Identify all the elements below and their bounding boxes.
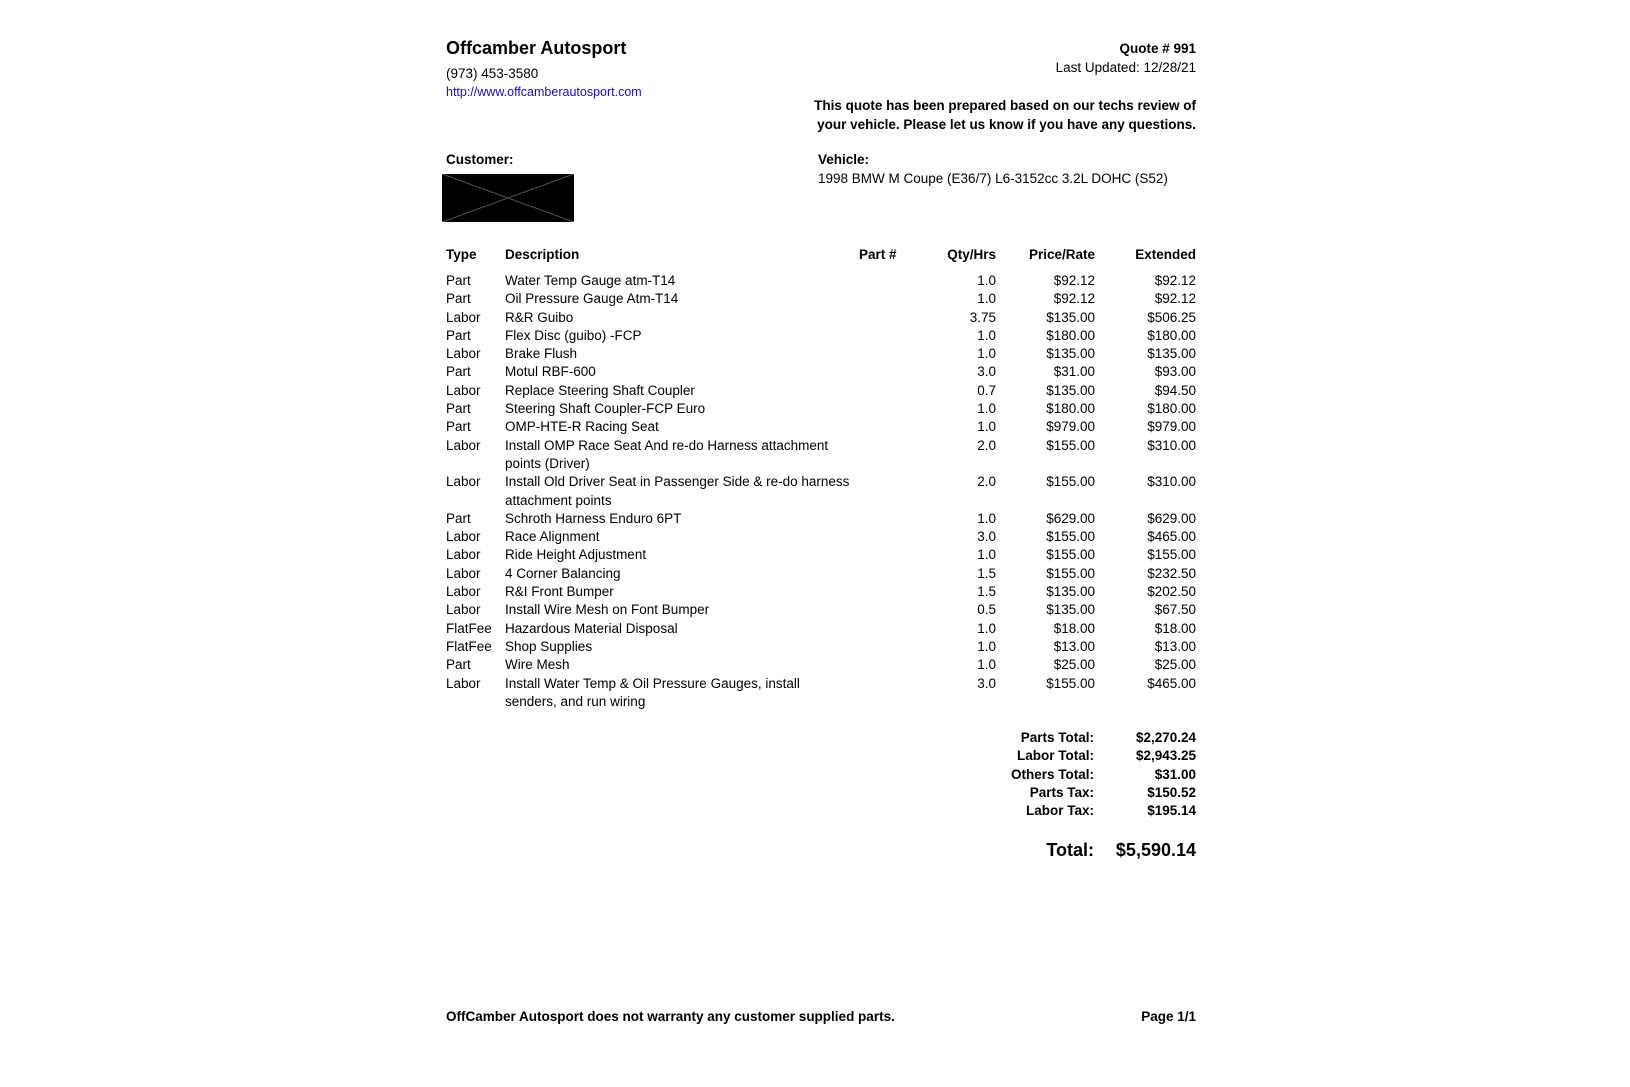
- row-qty: 0.5: [977, 602, 996, 618]
- table-row: [446, 272, 1196, 290]
- table-row: [446, 546, 1196, 564]
- last-updated: Last Updated: 12/28/21: [1055, 60, 1196, 75]
- row-qty: 1.5: [977, 584, 996, 600]
- row-description: Race Alignment: [505, 529, 600, 545]
- row-type: Labor: [446, 309, 481, 325]
- row-extended: $67.50: [1154, 602, 1196, 618]
- totals-block: [896, 730, 1196, 821]
- row-extended: $232.50: [1147, 565, 1196, 581]
- row-extended: $92.12: [1154, 291, 1196, 307]
- row-extended: $506.25: [1147, 309, 1196, 325]
- total-row: [896, 730, 1196, 748]
- row-qty: 1.0: [977, 620, 996, 636]
- total-value: $2,943.25: [1135, 748, 1196, 764]
- row-price: $135.00: [1046, 346, 1095, 362]
- row-type: FlatFee: [446, 620, 492, 636]
- header-price: Price/Rate: [1028, 247, 1095, 262]
- line-items: [446, 272, 1196, 711]
- customer-label: Customer:: [446, 152, 514, 167]
- row-extended: $25.00: [1154, 657, 1196, 673]
- quote-number: Quote # 991: [1119, 41, 1196, 56]
- intro-note: This quote has been prepared based on our techs review of your vehicle. Please let us know if you have any questions.: [814, 98, 1196, 132]
- total-value: $31.00: [1154, 766, 1196, 782]
- row-extended: $93.00: [1154, 364, 1196, 380]
- row-qty: 1.0: [977, 291, 996, 307]
- table-row: [446, 345, 1196, 363]
- table-row: [446, 400, 1196, 418]
- row-price: $155.00: [1046, 437, 1095, 453]
- row-qty: 2.0: [977, 437, 996, 453]
- header-extended: Extended: [1135, 247, 1196, 262]
- row-qty: 3.75: [969, 309, 996, 325]
- row-qty: 1.0: [977, 510, 996, 526]
- row-description: Motul RBF-600: [505, 364, 596, 380]
- row-qty: 1.0: [977, 547, 996, 563]
- row-type: Part: [446, 327, 471, 343]
- row-price: $979.00: [1046, 419, 1095, 435]
- total-row: [896, 767, 1196, 785]
- row-description: Install Old Driver Seat in Passenger Side & re-do harness attachment points: [505, 474, 850, 508]
- row-price: $135.00: [1046, 309, 1095, 325]
- row-price: $155.00: [1046, 565, 1095, 581]
- row-price: $92.12: [1053, 291, 1095, 307]
- shop-name: Offcamber Autosport: [446, 38, 627, 58]
- row-type: Part: [446, 401, 471, 417]
- row-description: Hazardous Material Disposal: [505, 620, 678, 636]
- row-extended: $135.00: [1147, 346, 1196, 362]
- row-price: $135.00: [1046, 584, 1095, 600]
- row-extended: $18.00: [1154, 620, 1196, 636]
- row-description: Shop Supplies: [505, 638, 593, 654]
- redacted-customer-image: [442, 174, 574, 222]
- row-type: Part: [446, 364, 471, 380]
- total-row: [896, 785, 1196, 803]
- footer-disclaimer: OffCamber Autosport does not warranty any customer supplied parts.: [446, 1009, 895, 1024]
- row-type: Part: [446, 657, 471, 673]
- row-qty: 2.0: [977, 474, 996, 490]
- table-row: [446, 418, 1196, 436]
- shop-phone: (973) 453-3580: [446, 66, 539, 81]
- row-description: Oil Pressure Gauge Atm-T14: [505, 291, 679, 307]
- row-price: $155.00: [1046, 547, 1095, 563]
- row-description: Install OMP Race Seat And re-do Harness attachment points (Driver): [505, 437, 829, 471]
- header-type: Type: [446, 247, 477, 262]
- total-value: $2,270.24: [1135, 730, 1196, 745]
- row-type: FlatFee: [446, 638, 492, 654]
- row-type: Labor: [446, 547, 481, 563]
- table-row: [446, 510, 1196, 528]
- row-extended: $94.50: [1154, 382, 1196, 398]
- quote-document: [446, 34, 1196, 1054]
- row-price: $180.00: [1046, 327, 1095, 343]
- row-extended: $465.00: [1147, 529, 1196, 545]
- row-qty: 1.0: [977, 401, 996, 417]
- row-type: Part: [446, 273, 471, 288]
- row-type: Part: [446, 510, 471, 526]
- vehicle-value: 1998 BMW M Coupe (E36/7) L6-3152cc 3.2L DOHC (S52): [818, 171, 1168, 186]
- row-price: $155.00: [1046, 529, 1095, 545]
- row-price: $180.00: [1046, 401, 1095, 417]
- table-row: [446, 583, 1196, 601]
- row-price: $92.12: [1053, 273, 1095, 288]
- header-qty: Qty/Hrs: [947, 247, 996, 262]
- row-description: OMP-HTE-R Racing Seat: [505, 419, 659, 435]
- grand-total-value: $5,590.14: [1115, 840, 1196, 860]
- row-type: Labor: [446, 474, 481, 490]
- table-row: [446, 638, 1196, 656]
- table-row: [446, 620, 1196, 638]
- row-description: Brake Flush: [505, 346, 578, 362]
- vehicle-label: Vehicle:: [818, 152, 870, 167]
- row-type: Labor: [446, 565, 481, 581]
- row-qty: 1.5: [977, 565, 996, 581]
- row-price: $25.00: [1053, 657, 1095, 673]
- row-type: Labor: [446, 602, 481, 618]
- total-value: $150.52: [1147, 784, 1196, 800]
- total-row: [896, 748, 1196, 766]
- total-value: $195.14: [1147, 803, 1196, 819]
- row-qty: 3.0: [977, 529, 996, 545]
- row-extended: $465.00: [1147, 675, 1196, 691]
- row-type: Labor: [446, 437, 481, 453]
- row-description: Steering Shaft Coupler-FCP Euro: [505, 401, 706, 417]
- row-description: Install Wire Mesh on Font Bumper: [505, 602, 710, 618]
- row-type: Labor: [446, 675, 481, 691]
- row-price: $155.00: [1046, 675, 1095, 691]
- table-row: [446, 656, 1196, 674]
- row-extended: $979.00: [1147, 419, 1196, 435]
- row-description: R&R Guibo: [505, 309, 574, 325]
- row-qty: 1.0: [977, 638, 996, 654]
- table-row: [446, 565, 1196, 583]
- total-label: Labor Total:: [1017, 748, 1094, 764]
- row-price: $135.00: [1046, 382, 1095, 398]
- row-type: Part: [446, 291, 471, 307]
- row-description: Wire Mesh: [505, 657, 570, 673]
- total-label: Others Total:: [1010, 766, 1094, 782]
- row-qty: 0.7: [977, 382, 996, 398]
- row-description: R&I Front Bumper: [505, 584, 614, 600]
- row-type: Labor: [446, 584, 481, 600]
- row-description: Ride Height Adjustment: [505, 547, 647, 563]
- row-type: Labor: [446, 529, 481, 545]
- row-qty: 1.0: [977, 273, 996, 288]
- table-row: [446, 528, 1196, 546]
- row-extended: $629.00: [1147, 510, 1196, 526]
- table-row: [446, 601, 1196, 619]
- table-row: [446, 290, 1196, 308]
- row-description: Schroth Harness Enduro 6PT: [505, 510, 682, 526]
- row-extended: $202.50: [1147, 584, 1196, 600]
- row-price: $13.00: [1053, 638, 1095, 654]
- table-row: [446, 327, 1196, 345]
- row-qty: 3.0: [977, 675, 996, 691]
- row-price: $629.00: [1046, 510, 1095, 526]
- row-price: $135.00: [1046, 602, 1095, 618]
- total-label: Parts Total:: [1020, 730, 1094, 745]
- row-qty: 3.0: [977, 364, 996, 380]
- row-description: Replace Steering Shaft Coupler: [505, 382, 695, 398]
- table-row: [446, 309, 1196, 327]
- header-part-number: Part #: [859, 247, 897, 262]
- table-row: [446, 363, 1196, 381]
- total-label: Parts Tax:: [1029, 784, 1094, 800]
- total-label: Labor Tax:: [1025, 803, 1094, 819]
- row-qty: 1.0: [977, 327, 996, 343]
- row-extended: $92.12: [1154, 273, 1196, 288]
- row-extended: $180.00: [1147, 401, 1196, 417]
- table-row: [446, 473, 1196, 510]
- row-type: Labor: [446, 346, 481, 362]
- page-number: Page 1/1: [1141, 1009, 1196, 1024]
- row-extended: $310.00: [1147, 437, 1196, 453]
- row-qty: 1.0: [977, 657, 996, 673]
- table-row: [446, 437, 1196, 474]
- row-price: $155.00: [1046, 474, 1095, 490]
- row-description: 4 Corner Balancing: [505, 565, 621, 581]
- row-extended: $13.00: [1154, 638, 1196, 654]
- row-description: Flex Disc (guibo) -FCP: [505, 327, 642, 343]
- row-extended: $180.00: [1147, 327, 1196, 343]
- total-row: [896, 803, 1196, 821]
- row-extended: $155.00: [1147, 547, 1196, 563]
- row-type: Part: [446, 419, 471, 435]
- row-description: Install Water Temp & Oil Pressure Gauges, install senders, and run wiring: [505, 675, 800, 709]
- row-qty: 1.0: [977, 346, 996, 362]
- row-type: Labor: [446, 382, 481, 398]
- row-description: Water Temp Gauge atm-T14: [505, 273, 676, 288]
- header-description: Description: [505, 247, 580, 262]
- table-row: [446, 382, 1196, 400]
- grand-total: [896, 840, 1196, 864]
- row-qty: 1.0: [977, 419, 996, 435]
- row-price: $31.00: [1053, 364, 1095, 380]
- row-price: $18.00: [1053, 620, 1095, 636]
- row-extended: $310.00: [1147, 474, 1196, 490]
- grand-total-label: Total:: [1046, 840, 1094, 860]
- table-row: [446, 675, 1196, 712]
- shop-url-link[interactable]: http://www.offcamberautosport.com: [446, 85, 642, 99]
